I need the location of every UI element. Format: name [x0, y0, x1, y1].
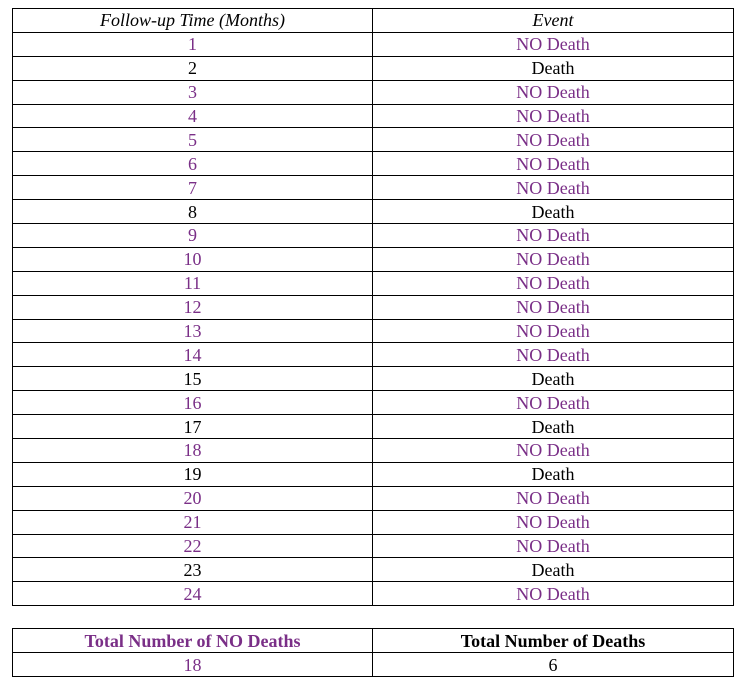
table-row — [13, 343, 734, 367]
follow-up-time-cell: 5 — [13, 128, 373, 152]
follow-up-time-cell: 24 — [13, 582, 373, 606]
table-header-row — [13, 9, 734, 33]
event-cell: NO Death — [373, 534, 734, 558]
table-row — [13, 80, 734, 104]
follow-up-time-cell: 8 — [13, 200, 373, 224]
follow-up-time-cell: 6 — [13, 152, 373, 176]
table-row — [13, 271, 734, 295]
follow-up-time-cell: 15 — [13, 367, 373, 391]
summary-table — [12, 628, 734, 677]
table-row — [13, 439, 734, 463]
event-cell: NO Death — [373, 295, 734, 319]
event-cell: NO Death — [373, 80, 734, 104]
table-row — [13, 152, 734, 176]
event-cell: NO Death — [373, 439, 734, 463]
event-cell: NO Death — [373, 247, 734, 271]
event-cell: NO Death — [373, 510, 734, 534]
header-total-no-deaths: Total Number of NO Deaths — [13, 629, 373, 653]
follow-up-time-cell: 17 — [13, 415, 373, 439]
table-row — [13, 367, 734, 391]
event-cell: NO Death — [373, 176, 734, 200]
header-total-deaths: Total Number of Deaths — [373, 629, 734, 653]
event-cell: NO Death — [373, 224, 734, 248]
table-row — [13, 176, 734, 200]
event-cell: NO Death — [373, 486, 734, 510]
event-cell: NO Death — [373, 319, 734, 343]
follow-up-time-cell: 23 — [13, 558, 373, 582]
table-row — [13, 486, 734, 510]
follow-up-table — [12, 8, 734, 606]
follow-up-time-cell: 1 — [13, 32, 373, 56]
table-row — [13, 319, 734, 343]
follow-up-time-cell: 21 — [13, 510, 373, 534]
event-cell: Death — [373, 200, 734, 224]
table-row — [13, 104, 734, 128]
header-follow-up-time: Follow-up Time (Months) — [13, 9, 373, 33]
follow-up-time-cell: 12 — [13, 295, 373, 319]
summary-header-row — [13, 629, 734, 653]
event-cell: NO Death — [373, 152, 734, 176]
table-row — [13, 224, 734, 248]
follow-up-time-cell: 19 — [13, 462, 373, 486]
follow-up-time-cell: 14 — [13, 343, 373, 367]
table-row — [13, 558, 734, 582]
table-row — [13, 582, 734, 606]
table-row — [13, 295, 734, 319]
follow-up-time-cell: 7 — [13, 176, 373, 200]
table-row — [13, 534, 734, 558]
follow-up-time-cell: 16 — [13, 391, 373, 415]
follow-up-time-cell: 3 — [13, 80, 373, 104]
follow-up-time-cell: 20 — [13, 486, 373, 510]
event-cell: NO Death — [373, 582, 734, 606]
follow-up-time-cell: 13 — [13, 319, 373, 343]
table-row — [13, 462, 734, 486]
follow-up-time-cell: 18 — [13, 439, 373, 463]
table-row — [13, 200, 734, 224]
follow-up-time-cell: 2 — [13, 56, 373, 80]
follow-up-time-cell: 9 — [13, 224, 373, 248]
table-row — [13, 391, 734, 415]
table-body — [13, 32, 734, 605]
total-no-deaths-value: 18 — [13, 653, 373, 677]
event-cell: NO Death — [373, 128, 734, 152]
event-cell: NO Death — [373, 343, 734, 367]
event-cell: Death — [373, 56, 734, 80]
header-event: Event — [373, 9, 734, 33]
follow-up-time-cell: 22 — [13, 534, 373, 558]
event-cell: NO Death — [373, 391, 734, 415]
event-cell: NO Death — [373, 104, 734, 128]
event-cell: Death — [373, 558, 734, 582]
table-row — [13, 510, 734, 534]
event-cell: Death — [373, 367, 734, 391]
event-cell: NO Death — [373, 32, 734, 56]
table-row — [13, 415, 734, 439]
follow-up-time-cell: 4 — [13, 104, 373, 128]
follow-up-time-cell: 11 — [13, 271, 373, 295]
event-cell: Death — [373, 462, 734, 486]
follow-up-time-cell: 10 — [13, 247, 373, 271]
table-row — [13, 247, 734, 271]
event-cell: NO Death — [373, 271, 734, 295]
table-row — [13, 128, 734, 152]
total-deaths-value: 6 — [373, 653, 734, 677]
table-row — [13, 56, 734, 80]
summary-value-row — [13, 653, 734, 677]
event-cell: Death — [373, 415, 734, 439]
table-row — [13, 32, 734, 56]
